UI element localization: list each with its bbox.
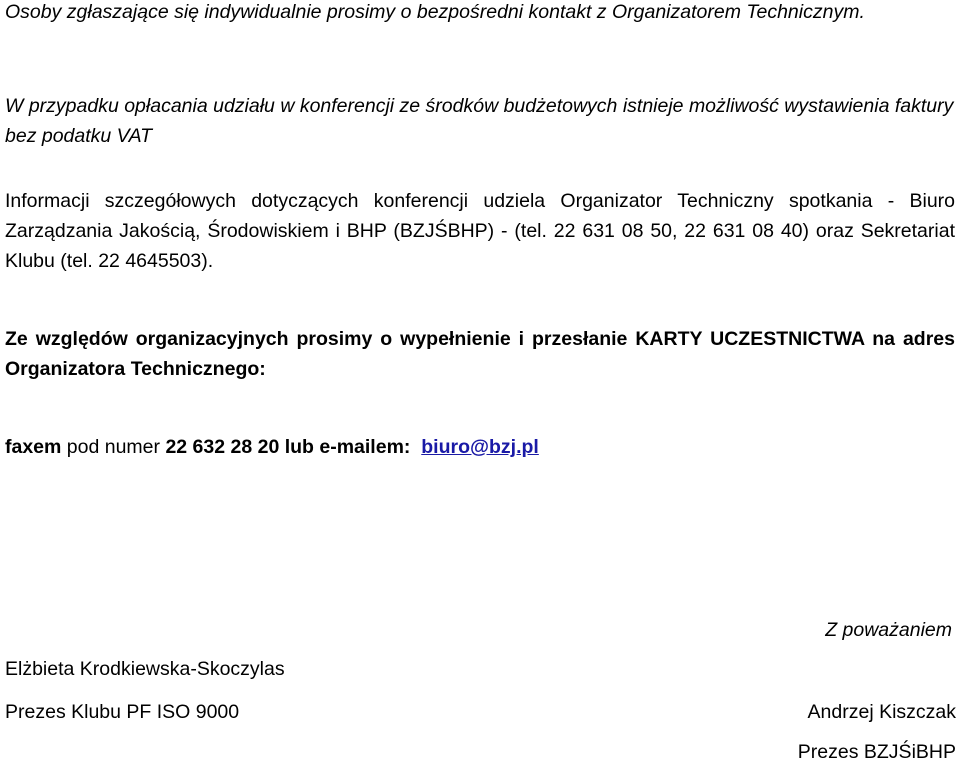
left-signature-name: Elżbieta Krodkiewska-Skoczylas [5, 658, 285, 680]
left-signature-title: Prezes Klubu PF ISO 9000 [5, 701, 240, 723]
fax-label: faxem [5, 436, 62, 458]
email-link[interactable]: biuro@bzj.pl [421, 436, 539, 458]
contact-mid-text: pod numer [61, 436, 166, 458]
contact-line [5, 432, 955, 462]
request-paragraph: Ze względów organizacyjnych prosimy o wypełnienie i przesłanie KARTY UCZESTNICTWA na adres Organizatora Technicznego: [5, 328, 955, 380]
intro-paragraph-individual: Osoby zgłaszające się indywidualnie prosimy o bezpośredni kontakt z Organizatorem Technicznym. [5, 1, 865, 23]
intro-paragraph-vat: W przypadku opłacania udziału w konferencji ze środków budżetowych istnieje możliwość wystawienia faktury bez podatku VAT [5, 95, 954, 147]
fax-number: 22 632 28 20 lub e-mailem: [165, 436, 411, 458]
closing-text: Z poważaniem [825, 619, 952, 641]
right-signature-name: Andrzej Kiszczak [807, 701, 956, 723]
right-signature-title: Prezes BZJŚiBHP [797, 741, 956, 763]
info-paragraph: Informacji szczegółowych dotyczących konferencji udziela Organizator Techniczny spotkania - Biuro Zarządzania Jakością, Środowiskiem i BHP (BZJŚBHP) - (tel. 22 631 08 50, 22 631 08 40) oraz Sekretariat Klubu (tel. 22 4645503). [5, 190, 955, 272]
